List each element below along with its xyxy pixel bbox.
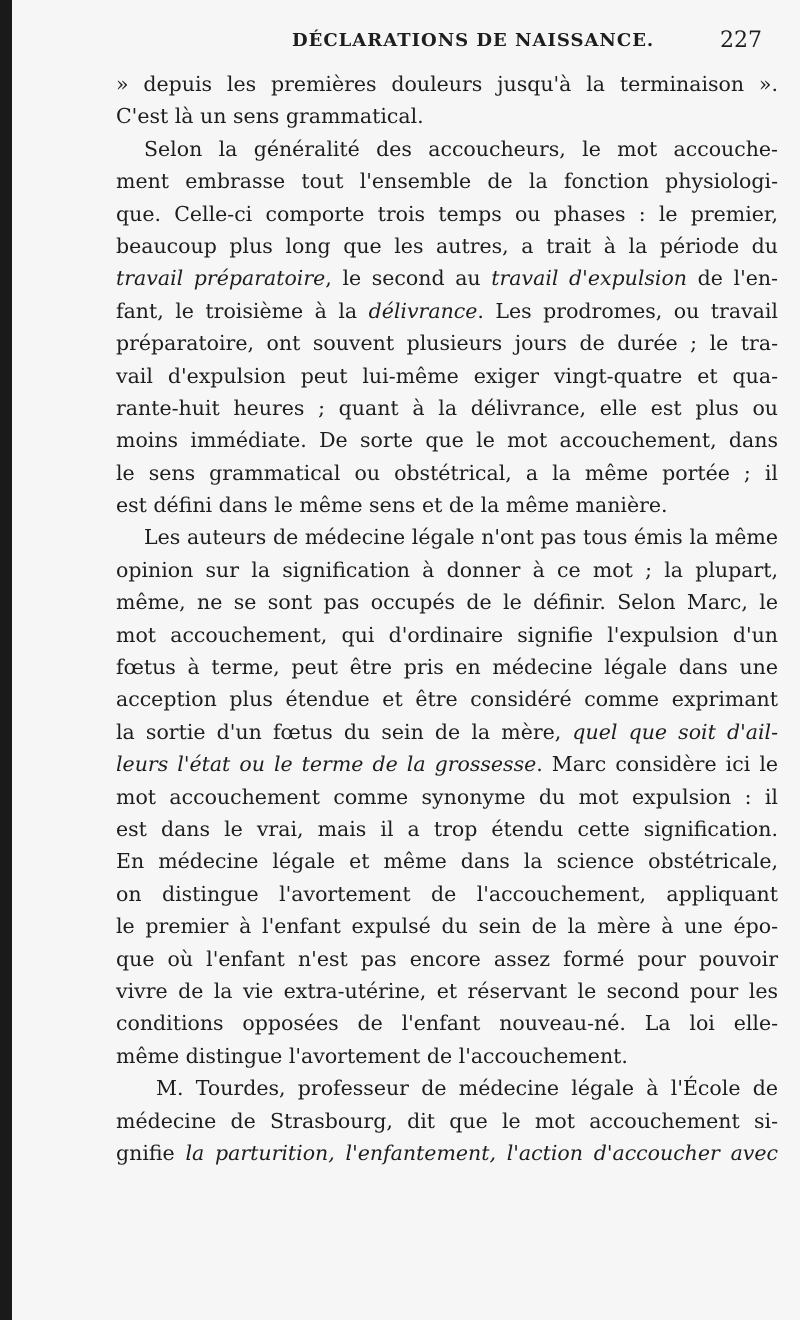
text-line bbox=[116, 586, 778, 618]
running-head: DÉCLARATIONS DE NAISSANCE. bbox=[292, 30, 655, 51]
text-line bbox=[116, 554, 778, 586]
text-run: préparatoire, ont souvent plusieurs jours de durée ; le tra- bbox=[116, 331, 778, 356]
italic-text: quel que soit d'ail- bbox=[572, 719, 778, 744]
text-line bbox=[116, 489, 778, 521]
text-line bbox=[116, 262, 778, 294]
text-run: que où l'enfant n'est pas encore assez formé pour pouvoir bbox=[116, 946, 778, 971]
body-text bbox=[116, 68, 778, 1169]
text-line bbox=[116, 1007, 778, 1039]
text-run: que. Celle-ci comporte trois temps ou phases : le premier, bbox=[116, 201, 778, 226]
text-run: conditions opposées de l'enfant nouveau-né. La loi elle- bbox=[116, 1011, 778, 1036]
text-run: fœtus à terme, peut être pris en médecine légale dans une bbox=[116, 655, 778, 680]
italic-text: délivrance bbox=[368, 298, 478, 323]
text-run: le sens grammatical ou obstétrical, a la même portée ; il bbox=[116, 460, 778, 485]
text-line bbox=[116, 327, 778, 359]
text-run: beaucoup plus long que les autres, a trait à la période du bbox=[116, 233, 778, 258]
text-run: on distingue l'avortement de l'accouchement, appliquant bbox=[116, 881, 778, 906]
text-line bbox=[116, 716, 778, 748]
page-header bbox=[130, 30, 762, 60]
text-run: mot accouchement comme synonyme du mot expulsion : il bbox=[116, 784, 778, 809]
text-line bbox=[116, 619, 778, 651]
text-run: gnifie bbox=[116, 1140, 186, 1165]
paragraph-start-line bbox=[116, 521, 778, 553]
text-run: médecine de Strasbourg, dit que le mot accouchement si- bbox=[116, 1108, 778, 1133]
text-run: même, ne se sont pas occupés de le définir. Selon Marc, le bbox=[116, 590, 778, 615]
text-line bbox=[116, 878, 778, 910]
text-run: fant, le troisième à la bbox=[116, 298, 369, 323]
text-run: vivre de la vie extra-utérine, et réservant le second pour les bbox=[116, 978, 778, 1003]
text-run: , le second au bbox=[325, 266, 492, 291]
text-run: En médecine légale et même dans la science obstétricale, bbox=[116, 849, 778, 874]
text-line bbox=[116, 845, 778, 877]
text-line bbox=[116, 295, 778, 327]
text-run: rante-huit heures ; quant à la délivrance, elle est plus ou bbox=[116, 395, 778, 420]
text-line bbox=[116, 943, 778, 975]
text-run: Selon la généralité des accoucheurs, le mot accouche- bbox=[144, 136, 778, 161]
text-run: » depuis les premières douleurs jusqu'à la terminaison ». bbox=[116, 72, 778, 96]
text-run: est défini dans le même sens et de la même manière. bbox=[116, 493, 668, 518]
text-line bbox=[116, 1105, 778, 1137]
text-run: opinion sur la signification à donner à ce mot ; la plupart, bbox=[116, 557, 778, 582]
text-line bbox=[116, 100, 778, 132]
text-run: de l'en- bbox=[687, 266, 778, 291]
text-line bbox=[116, 360, 778, 392]
text-run: C'est là un sens grammatical. bbox=[116, 104, 424, 129]
text-run: la sortie d'un fœtus du sein de la mère, bbox=[116, 719, 573, 744]
text-line bbox=[116, 813, 778, 845]
page-number: 227 bbox=[720, 28, 762, 53]
text-run: même distingue l'avortement de l'accouchement. bbox=[116, 1043, 628, 1068]
text-line bbox=[116, 165, 778, 197]
text-line bbox=[116, 781, 778, 813]
text-line bbox=[116, 68, 778, 100]
text-run: . Les prodromes, ou travail bbox=[477, 298, 778, 323]
text-run: moins immédiate. De sorte que le mot accouchement, dans bbox=[116, 428, 778, 453]
text-line bbox=[116, 457, 778, 489]
text-line bbox=[116, 651, 778, 683]
italic-text: leurs l'état bbox=[116, 752, 231, 777]
text-run: mot accouchement, qui d'ordinaire signifie l'expulsion d'un bbox=[116, 622, 778, 647]
text-line bbox=[116, 1137, 778, 1169]
paragraph-start-line bbox=[116, 1072, 778, 1104]
text-run: est dans le vrai, mais il a trop étendu cette signification. bbox=[116, 816, 778, 841]
text-run: M. Tourdes, professeur de médecine légale à l'École de bbox=[156, 1076, 778, 1101]
text-run: Les auteurs de médecine légale n'ont pas tous émis la même bbox=[144, 525, 778, 550]
text-line bbox=[116, 1040, 778, 1072]
paragraph-start-line bbox=[116, 133, 778, 165]
text-line bbox=[116, 748, 778, 780]
italic-text: ou le terme de la grossesse bbox=[230, 752, 537, 777]
italic-text: travail d'expulsion bbox=[491, 266, 688, 291]
text-line bbox=[116, 230, 778, 262]
text-line bbox=[116, 910, 778, 942]
text-line bbox=[116, 683, 778, 715]
italic-text: la parturition, l'enfantement, l'action d'accoucher avec bbox=[185, 1140, 778, 1165]
text-line bbox=[116, 392, 778, 424]
italic-text: travail préparatoire bbox=[116, 266, 326, 291]
text-run: . Marc considère ici le bbox=[536, 752, 779, 777]
text-run: acception plus étendue et être considéré comme exprimant bbox=[116, 687, 778, 712]
text-line bbox=[116, 198, 778, 230]
text-line bbox=[116, 424, 778, 456]
text-run: vail d'expulsion peut lui-même exiger vingt-quatre et qua- bbox=[116, 363, 778, 388]
text-run: ment embrasse tout l'ensemble de la fonction physiologi- bbox=[116, 169, 778, 194]
text-line bbox=[116, 975, 778, 1007]
text-run: le premier à l'enfant expulsé du sein de la mère à une épo- bbox=[116, 914, 778, 939]
